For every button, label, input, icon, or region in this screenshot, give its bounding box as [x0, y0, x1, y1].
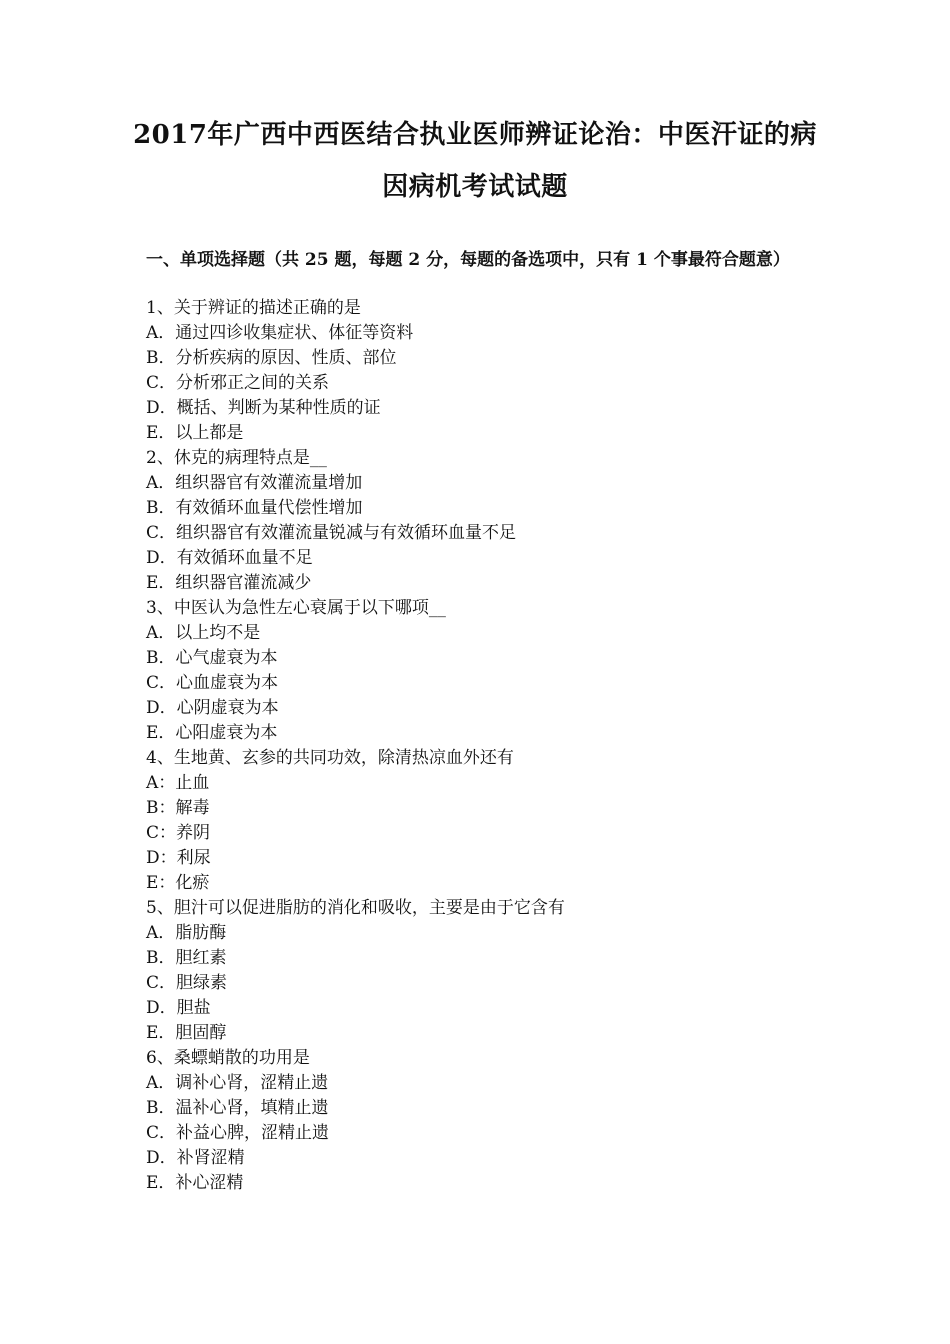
answer-option — [146, 546, 826, 571]
answer-option — [146, 1121, 826, 1146]
option-key: E． — [146, 1023, 176, 1043]
answer-option — [146, 796, 826, 821]
answer-option — [146, 1146, 826, 1171]
answer-option — [146, 946, 826, 971]
option-key: E． — [146, 1173, 176, 1193]
option-text: 脂肪酶 — [175, 923, 227, 943]
option-text: 养阴 — [176, 823, 211, 843]
question-stem: 5、胆汁可以促进脂肪的消化和吸收，主要是由于它含有 — [146, 898, 565, 918]
document-title-line-1: 2017年广西中西医结合执业医师辨证论治：中医汗证的病 — [133, 120, 817, 150]
option-text: 以上都是 — [175, 423, 244, 443]
option-key: C． — [146, 673, 177, 693]
option-key: D． — [146, 998, 177, 1018]
option-key: D． — [146, 548, 177, 568]
option-key: A： — [146, 773, 176, 793]
option-key: A． — [146, 623, 176, 643]
option-text: 补肾涩精 — [176, 1148, 245, 1168]
option-text: 胆红素 — [175, 948, 227, 968]
option-text: 分析疾病的原因、性质、部位 — [175, 348, 397, 368]
option-key: E． — [146, 423, 176, 443]
option-key: C． — [146, 523, 177, 543]
option-key: B： — [146, 798, 176, 818]
answer-option — [146, 671, 826, 696]
option-text: 组织器官有效灌流量锐减与有效循环血量不足 — [176, 523, 517, 543]
answer-option — [146, 696, 826, 721]
option-text: 胆盐 — [176, 998, 211, 1018]
section-heading: 一、单项选择题（共 25 题，每题 2 分，每题的备选项中，只有 1 个事最符合题意） — [146, 250, 790, 270]
answer-option — [146, 1171, 826, 1196]
option-key: B． — [146, 498, 176, 518]
question-list — [146, 296, 826, 1196]
option-text: 解毒 — [175, 798, 210, 818]
answer-option — [146, 821, 826, 846]
option-key: B． — [146, 648, 176, 668]
option-key: D： — [146, 848, 177, 868]
option-key: B． — [146, 948, 176, 968]
answer-option — [146, 1071, 826, 1096]
answer-option — [146, 346, 826, 371]
answer-option — [146, 1096, 826, 1121]
option-text: 补益心脾，涩精止遗 — [176, 1123, 330, 1143]
option-key: A． — [146, 923, 176, 943]
question-stem: 4、生地黄、玄参的共同功效，除清热凉血外还有 — [146, 748, 514, 768]
answer-option — [146, 646, 826, 671]
document-title-line-2: 因病机考试试题 — [382, 172, 568, 202]
option-key: D． — [146, 1148, 177, 1168]
option-key: A． — [146, 1073, 176, 1093]
option-key: C： — [146, 823, 177, 843]
question-stem: 3、中医认为急性左心衰属于以下哪项__ — [146, 598, 446, 618]
option-text: 有效循环血量代偿性增加 — [175, 498, 363, 518]
answer-option — [146, 1021, 826, 1046]
option-text: 以上均不是 — [175, 623, 261, 643]
question-stem: 2、休克的病理特点是__ — [146, 448, 327, 468]
option-key: E： — [146, 873, 176, 893]
option-text: 通过四诊收集症状、体征等资料 — [175, 323, 414, 343]
option-key: E． — [146, 573, 176, 593]
question-stem: 6、桑螵蛸散的功用是 — [146, 1048, 310, 1068]
option-key: B． — [146, 1098, 176, 1118]
option-text: 分析邪正之间的关系 — [176, 373, 330, 393]
option-key: D． — [146, 698, 177, 718]
option-text: 胆绿素 — [176, 973, 228, 993]
option-text: 利尿 — [176, 848, 211, 868]
answer-option — [146, 321, 826, 346]
answer-option — [146, 421, 826, 446]
option-text: 化瘀 — [175, 873, 210, 893]
option-text: 温补心肾，填精止遗 — [175, 1098, 329, 1118]
answer-option — [146, 721, 826, 746]
question-stem: 1、关于辨证的描述正确的是 — [146, 298, 361, 318]
option-text: 心阴虚衰为本 — [176, 698, 279, 718]
option-key: C． — [146, 1123, 177, 1143]
option-text: 心阳虚衰为本 — [175, 723, 278, 743]
option-text: 概括、判断为某种性质的证 — [176, 398, 381, 418]
option-text: 组织器官灌流减少 — [175, 573, 312, 593]
option-key: C． — [146, 373, 177, 393]
option-text: 调补心肾，涩精止遗 — [175, 1073, 329, 1093]
option-key: B． — [146, 348, 176, 368]
answer-option — [146, 871, 826, 896]
option-text: 心气虚衰为本 — [175, 648, 278, 668]
option-text: 有效循环血量不足 — [176, 548, 313, 568]
option-text: 止血 — [175, 773, 210, 793]
answer-option — [146, 921, 826, 946]
option-text: 补心涩精 — [175, 1173, 244, 1193]
answer-option — [146, 396, 826, 421]
option-text: 胆固醇 — [175, 1023, 227, 1043]
answer-option — [146, 621, 826, 646]
option-key: A． — [146, 473, 176, 493]
option-text: 心血虚衰为本 — [176, 673, 279, 693]
answer-option — [146, 771, 826, 796]
option-text: 组织器官有效灌流量增加 — [175, 473, 363, 493]
answer-option — [146, 471, 826, 496]
answer-option — [146, 996, 826, 1021]
answer-option — [146, 496, 826, 521]
option-key: A． — [146, 323, 176, 343]
answer-option — [146, 521, 826, 546]
answer-option — [146, 571, 826, 596]
answer-option — [146, 371, 826, 396]
option-key: D． — [146, 398, 177, 418]
option-key: E． — [146, 723, 176, 743]
answer-option — [146, 971, 826, 996]
answer-option — [146, 846, 826, 871]
option-key: C． — [146, 973, 177, 993]
